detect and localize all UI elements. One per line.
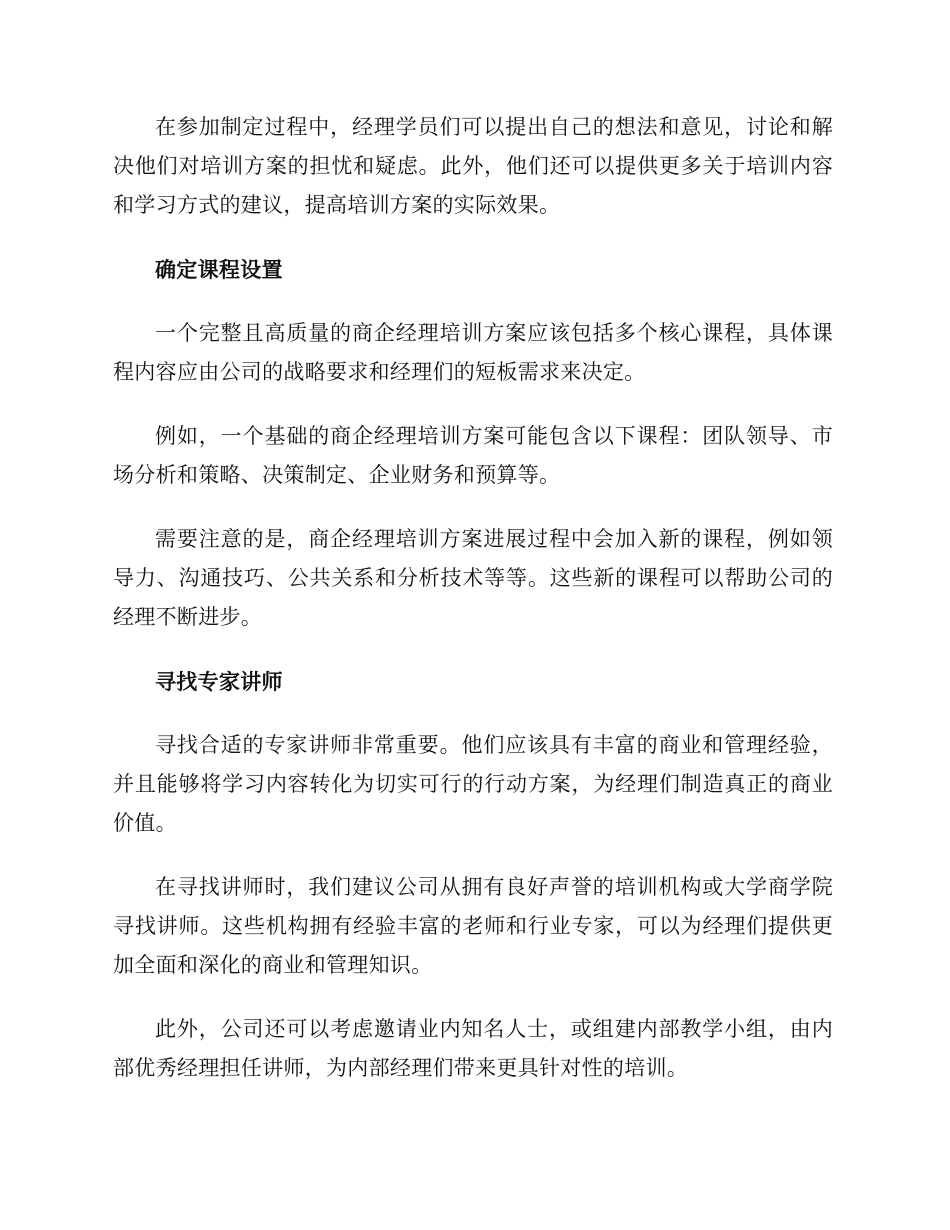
heading-find-lecturers: 寻找专家讲师 bbox=[155, 670, 283, 694]
document-page bbox=[113, 108, 833, 1113]
paragraph-internal-lecturers: 此外，公司还可以考虑邀请业内知名人士，或组建内部教学小组，由内部优秀经理担任讲师，为内部经理们带来更具针对性的培训。 bbox=[113, 1017, 833, 1080]
heading-course-setup: 确定课程设置 bbox=[155, 258, 283, 282]
paragraph-new-courses: 需要注意的是，商企经理培训方案进展过程中会加入新的课程，例如领导力、沟通技巧、公共关系和分析技术等等。这些新的课程可以帮助公司的经理不断进步。 bbox=[113, 527, 833, 629]
paragraph-core-courses: 一个完整且高质量的商企经理培训方案应该包括多个核心课程，具体课程内容应由公司的战略要求和经理们的短板需求来决定。 bbox=[113, 321, 833, 384]
paragraph-lecturer-sources: 在寻找讲师时，我们建议公司从拥有良好声誉的培训机构或大学商学院寻找讲师。这些机构拥有经验丰富的老师和行业专家，可以为经理们提供更加全面和深化的商业和管理知识。 bbox=[113, 875, 833, 977]
paragraph-course-examples: 例如，一个基础的商企经理培训方案可能包含以下课程：团队领导、市场分析和策略、决策制定、企业财务和预算等。 bbox=[113, 424, 833, 487]
paragraph-lecturer-importance: 寻找合适的专家讲师非常重要。他们应该具有丰富的商业和管理经验，并且能够将学习内容转化为切实可行的行动方案，为经理们制造真正的商业价值。 bbox=[113, 733, 833, 835]
paragraph-participation: 在参加制定过程中，经理学员们可以提出自己的想法和意见，讨论和解决他们对培训方案的担忧和疑虑。此外，他们还可以提供更多关于培训内容和学习方式的建议，提高培训方案的实际效果。 bbox=[113, 115, 833, 217]
